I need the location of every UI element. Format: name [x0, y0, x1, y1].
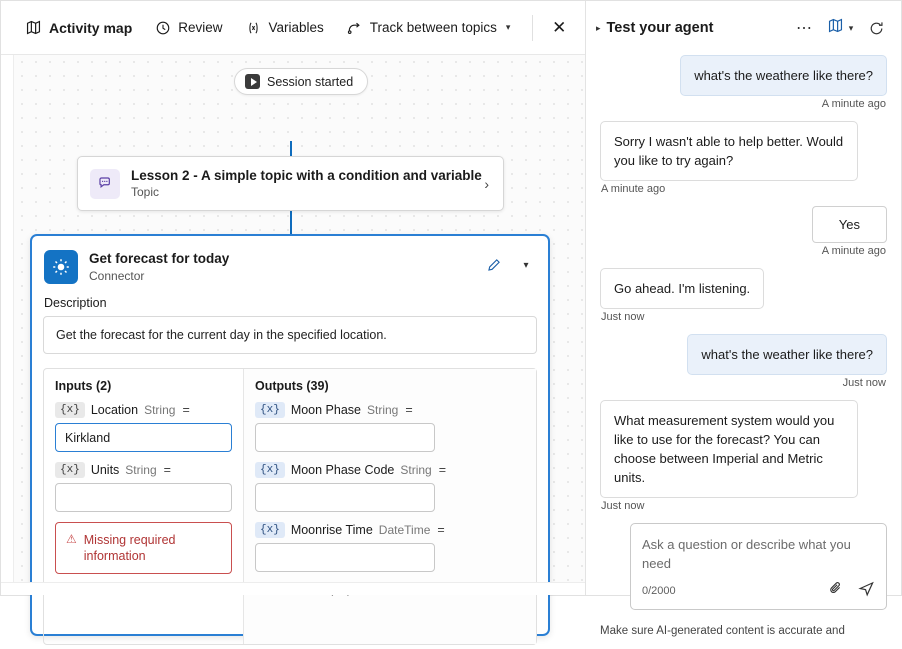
chat-row	[600, 334, 887, 375]
description-value: Get the forecast for the current day in the specified location.	[43, 316, 537, 354]
track-arrow-icon	[346, 19, 363, 36]
chat-timestamp: Just now	[601, 500, 645, 512]
map-icon	[25, 19, 42, 36]
canvas-bottom-gutter	[1, 582, 585, 595]
topic-card-text	[131, 167, 482, 200]
chat-timestamp: A minute ago	[601, 98, 886, 110]
output-row-moon-phase	[255, 402, 525, 418]
equals-sign: =	[182, 403, 190, 417]
variable-icon: {x}	[255, 402, 285, 418]
output-type-moon-phase: String	[367, 403, 399, 417]
chat-composer[interactable]	[630, 523, 887, 610]
chat-message	[600, 268, 887, 323]
test-agent-header	[586, 1, 901, 55]
output-value-moon-phase-code[interactable]	[255, 483, 435, 512]
chat-row	[600, 121, 887, 181]
chat-row	[600, 268, 887, 309]
output-name-moon-phase-code: Moon Phase Code	[290, 463, 395, 477]
connector-node-card[interactable]	[30, 234, 550, 636]
more-options-icon[interactable]: ⋯	[796, 20, 812, 37]
chevron-down-icon: ▾	[505, 22, 511, 32]
chat-timestamp: A minute ago	[601, 245, 886, 257]
close-icon[interactable]: ✕	[552, 17, 567, 37]
outputs-title: Outputs (39)	[255, 379, 329, 393]
activity-map-pane	[1, 1, 586, 595]
output-name-moonrise-time: Moonrise Time	[290, 523, 373, 537]
chat-timestamp: Just now	[601, 377, 886, 389]
chat-bubble-bot: Sorry I wasn't able to help better. Would you like to try again?	[600, 121, 858, 181]
collapse-chevron-down-icon[interactable]: ▾	[523, 259, 529, 271]
equals-sign: =	[163, 463, 171, 477]
input-type-location: String	[144, 403, 176, 417]
input-type-units: String	[125, 463, 157, 477]
composer-footer	[642, 580, 875, 602]
equals-sign: =	[437, 523, 445, 537]
output-type-moonrise-time: DateTime	[378, 523, 431, 537]
tab-variables-label: Variables	[268, 20, 324, 35]
output-row-moonrise-time	[255, 522, 525, 538]
tab-activity-map-label: Activity map	[49, 19, 133, 36]
chevron-down-icon: ▾	[848, 22, 854, 33]
topic-card[interactable]	[77, 156, 504, 211]
review-clock-icon	[154, 19, 171, 36]
chat-message	[600, 121, 887, 195]
chat-message	[600, 55, 887, 110]
tab-review-label: Review	[178, 20, 223, 35]
chat-bubble-bot: What measurement system would you like to use for the forecast? You can choose between Imperial and Metric units.	[600, 400, 858, 498]
refresh-icon[interactable]	[861, 13, 891, 43]
tab-track-label: Track between topics	[369, 20, 497, 35]
test-agent-title: Test your agent	[606, 20, 714, 36]
topic-icon	[90, 169, 120, 199]
connector-line-top	[290, 141, 292, 156]
expand-caret-icon[interactable]: ▸	[596, 22, 601, 33]
chat-timestamp: Just now	[601, 311, 645, 323]
canvas-left-gutter	[1, 55, 14, 595]
outputs-column	[244, 369, 536, 644]
equals-sign: =	[405, 403, 413, 417]
tab-review[interactable]	[144, 12, 232, 43]
input-name-location: Location	[90, 403, 139, 417]
variable-icon: {x}	[55, 462, 85, 478]
warning-icon: ⚠	[66, 532, 77, 546]
send-icon[interactable]	[858, 580, 875, 602]
chat-message	[600, 334, 887, 389]
equals-sign: =	[438, 463, 447, 477]
play-icon	[245, 74, 260, 89]
connector-line-bottom	[290, 211, 292, 234]
connector-node-actions	[484, 250, 536, 275]
map-toggle-button[interactable]	[825, 13, 855, 43]
connector-node-titles	[89, 250, 473, 284]
warning-line-2: information	[83, 549, 146, 563]
inputs-outputs-container	[43, 368, 537, 645]
topic-card-title: Lesson 2 - A simple topic with a condition and variable	[131, 168, 482, 183]
chat-bubble-user: what's the weather like there?	[687, 334, 887, 375]
chat-message	[600, 400, 887, 512]
edit-pencil-icon[interactable]	[484, 255, 504, 275]
output-row-moon-phase-code	[255, 462, 525, 478]
weather-connector-icon	[44, 250, 78, 284]
ai-disclaimer: Make sure AI-generated content is accurate and	[600, 625, 845, 637]
connector-node-header	[43, 247, 537, 292]
connector-node-subtitle: Connector	[89, 269, 145, 283]
chat-message	[600, 206, 887, 257]
input-name-units: Units	[90, 463, 120, 477]
variable-icon: {x}	[255, 522, 285, 538]
input-row-units	[55, 462, 232, 478]
inputs-column	[44, 369, 244, 644]
composer-actions	[828, 580, 875, 602]
chevron-right-icon[interactable]: ›	[484, 175, 489, 192]
output-name-moon-phase: Moon Phase	[290, 403, 361, 417]
chat-row	[600, 206, 887, 243]
toolbar-divider	[532, 15, 533, 41]
chat-bubble-user: what's the weathere like there?	[680, 55, 887, 96]
warning-text	[84, 532, 176, 564]
tab-track-between-topics[interactable]	[336, 12, 521, 43]
tab-variables[interactable]	[235, 12, 334, 43]
chat-timestamp: A minute ago	[601, 183, 666, 195]
session-started-pill	[234, 68, 368, 95]
chat-transcript[interactable]	[586, 55, 901, 619]
variable-icon: {x}	[255, 462, 285, 478]
variables-icon	[245, 19, 262, 36]
output-value-moon-phase[interactable]	[255, 423, 435, 452]
inputs-title: Inputs (2)	[55, 379, 112, 393]
activity-map-toolbar	[1, 1, 585, 55]
input-value-location[interactable]: Kirkland	[55, 423, 232, 452]
chat-row	[600, 400, 887, 498]
missing-required-warning	[55, 522, 232, 574]
chat-row	[600, 55, 887, 96]
output-type-moon-phase-code: String	[400, 463, 432, 477]
attach-paperclip-icon[interactable]	[828, 580, 844, 602]
quick-reply-yes-button[interactable]: Yes	[812, 206, 887, 243]
variable-icon: {x}	[55, 402, 85, 418]
warning-line-1: Missing required	[83, 533, 176, 547]
tab-activity-map[interactable]	[15, 12, 142, 43]
activity-map-canvas[interactable]	[1, 55, 585, 595]
input-row-location	[55, 402, 232, 418]
topic-card-subtitle: Topic	[131, 185, 160, 199]
char-counter: 0/2000	[642, 585, 676, 597]
test-agent-pane	[586, 1, 901, 637]
map-icon	[827, 17, 844, 39]
session-started-label: Session started	[267, 74, 354, 89]
output-value-moonrise-time[interactable]	[255, 543, 435, 572]
connector-node-title: Get forecast for today	[89, 251, 230, 266]
chat-input-placeholder[interactable]: Ask a question or describe what you need	[642, 537, 851, 571]
input-value-units[interactable]	[55, 483, 232, 512]
chat-bubble-bot: Go ahead. I'm listening.	[600, 268, 764, 309]
description-label: Description	[44, 296, 107, 310]
